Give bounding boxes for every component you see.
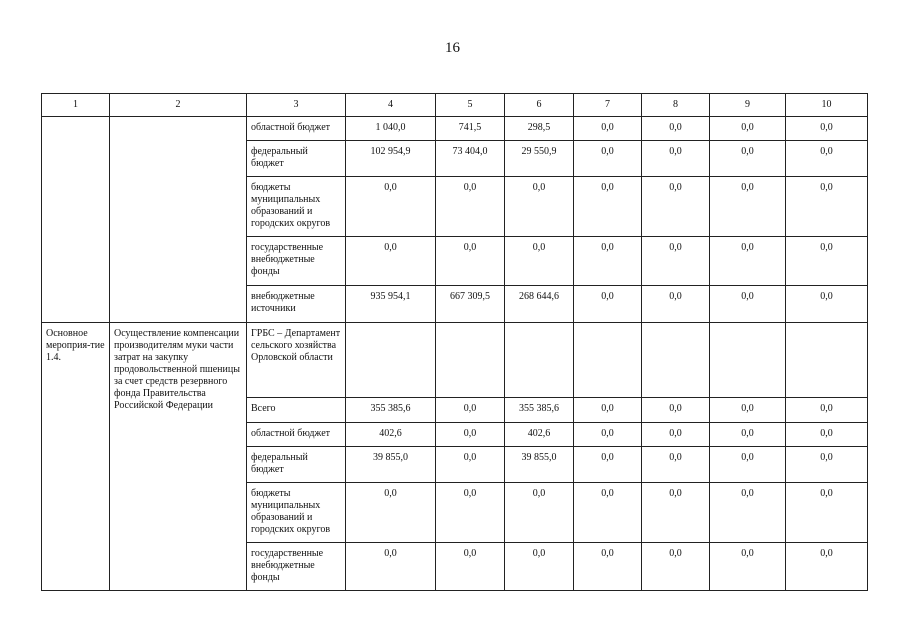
value-cell: 0,0 (786, 483, 868, 543)
value-cell: 0,0 (505, 483, 574, 543)
value-cell: 355 385,6 (346, 398, 436, 423)
value-cell: 0,0 (710, 483, 786, 543)
value-cell: 0,0 (574, 177, 642, 237)
value-cell: 402,6 (505, 423, 574, 447)
empty-value-cell (346, 323, 436, 398)
value-cell: 102 954,9 (346, 141, 436, 177)
value-cell: 29 550,9 (505, 141, 574, 177)
table-row (42, 117, 868, 141)
value-cell: 0,0 (436, 447, 505, 483)
value-cell: 298,5 (505, 117, 574, 141)
header-cell: 8 (642, 94, 710, 117)
value-cell: 0,0 (786, 447, 868, 483)
value-cell: 268 644,6 (505, 286, 574, 323)
value-cell: 355 385,6 (505, 398, 574, 423)
value-cell: 0,0 (710, 286, 786, 323)
value-cell: 0,0 (505, 177, 574, 237)
funding-source-cell: областной бюджет (247, 423, 346, 447)
value-cell: 1 040,0 (346, 117, 436, 141)
funding-source-cell: государственные внебюджетные фонды (247, 237, 346, 286)
value-cell: 0,0 (786, 543, 868, 591)
value-cell: 0,0 (786, 177, 868, 237)
value-cell: 0,0 (574, 141, 642, 177)
value-cell: 0,0 (505, 237, 574, 286)
value-cell: 0,0 (710, 447, 786, 483)
header-cell: 5 (436, 94, 505, 117)
value-cell: 0,0 (574, 398, 642, 423)
value-cell: 0,0 (436, 177, 505, 237)
measure-cell: Основное мероприя-тие 1.4. (42, 323, 110, 591)
value-cell: 0,0 (436, 483, 505, 543)
table-body (42, 94, 868, 591)
value-cell: 0,0 (786, 117, 868, 141)
value-cell: 0,0 (710, 117, 786, 141)
value-cell: 0,0 (786, 423, 868, 447)
value-cell: 0,0 (710, 237, 786, 286)
funding-source-cell: бюджеты муниципальных образований и городских округов (247, 483, 346, 543)
value-cell: 0,0 (574, 447, 642, 483)
header-cell: 6 (505, 94, 574, 117)
funding-source-cell: государственные внебюджетные фонды (247, 543, 346, 591)
funding-source-cell: областной бюджет (247, 117, 346, 141)
value-cell: 402,6 (346, 423, 436, 447)
value-cell: 0,0 (642, 141, 710, 177)
funding-source-cell: федеральный бюджет (247, 141, 346, 177)
header-cell: 1 (42, 94, 110, 117)
value-cell: 0,0 (574, 286, 642, 323)
funding-source-cell: федеральный бюджет (247, 447, 346, 483)
page-number: 16 (445, 40, 460, 56)
empty-value-cell (710, 323, 786, 398)
value-cell: 0,0 (574, 237, 642, 286)
value-cell: 0,0 (642, 483, 710, 543)
funding-source-cell: бюджеты муниципальных образований и городских округов (247, 177, 346, 237)
budget-table (41, 93, 868, 591)
value-cell: 0,0 (710, 543, 786, 591)
header-cell: 7 (574, 94, 642, 117)
value-cell: 935 954,1 (346, 286, 436, 323)
value-cell: 0,0 (786, 398, 868, 423)
value-cell: 0,0 (710, 177, 786, 237)
value-cell: 0,0 (786, 141, 868, 177)
value-cell: 0,0 (642, 117, 710, 141)
value-cell: 73 404,0 (436, 141, 505, 177)
empty-value-cell (786, 323, 868, 398)
value-cell: 0,0 (642, 423, 710, 447)
empty-value-cell (505, 323, 574, 398)
value-cell: 0,0 (574, 483, 642, 543)
funding-source-cell: внебюджетные источники (247, 286, 346, 323)
value-cell: 0,0 (710, 398, 786, 423)
description-cell-empty (110, 117, 247, 323)
value-cell: 0,0 (710, 423, 786, 447)
value-cell: 0,0 (574, 543, 642, 591)
value-cell: 0,0 (346, 543, 436, 591)
header-cell: 10 (786, 94, 868, 117)
value-cell: 0,0 (642, 286, 710, 323)
value-cell: 0,0 (436, 237, 505, 286)
funding-source-cell: Всего (247, 398, 346, 423)
value-cell: 741,5 (436, 117, 505, 141)
value-cell: 0,0 (436, 423, 505, 447)
header-cell: 3 (247, 94, 346, 117)
value-cell: 39 855,0 (505, 447, 574, 483)
value-cell: 0,0 (642, 447, 710, 483)
measure-cell-empty (42, 117, 110, 323)
value-cell: 0,0 (346, 483, 436, 543)
header-cell: 2 (110, 94, 247, 117)
value-cell: 0,0 (710, 141, 786, 177)
value-cell: 0,0 (346, 177, 436, 237)
value-cell: 0,0 (786, 237, 868, 286)
value-cell: 0,0 (436, 398, 505, 423)
header-cell: 9 (710, 94, 786, 117)
value-cell: 0,0 (642, 177, 710, 237)
value-cell: 0,0 (786, 286, 868, 323)
value-cell: 0,0 (642, 398, 710, 423)
value-cell: 0,0 (436, 543, 505, 591)
value-cell: 0,0 (346, 237, 436, 286)
value-cell: 667 309,5 (436, 286, 505, 323)
value-cell: 0,0 (574, 117, 642, 141)
value-cell: 0,0 (574, 423, 642, 447)
value-cell: 0,0 (642, 237, 710, 286)
header-cell: 4 (346, 94, 436, 117)
header-row (42, 94, 868, 117)
description-cell: Осуществление компенсации производителям муки части затрат на закупку продовольственной пшеницы за счет средств резервного фонда Правительства Российской Федерации (110, 323, 247, 591)
table-row (42, 323, 868, 398)
value-cell: 39 855,0 (346, 447, 436, 483)
value-cell: 0,0 (505, 543, 574, 591)
grbs-cell: ГРБС – Департамент сельского хозяйства Орловской области (247, 323, 346, 398)
empty-value-cell (436, 323, 505, 398)
empty-value-cell (642, 323, 710, 398)
empty-value-cell (574, 323, 642, 398)
value-cell: 0,0 (642, 543, 710, 591)
